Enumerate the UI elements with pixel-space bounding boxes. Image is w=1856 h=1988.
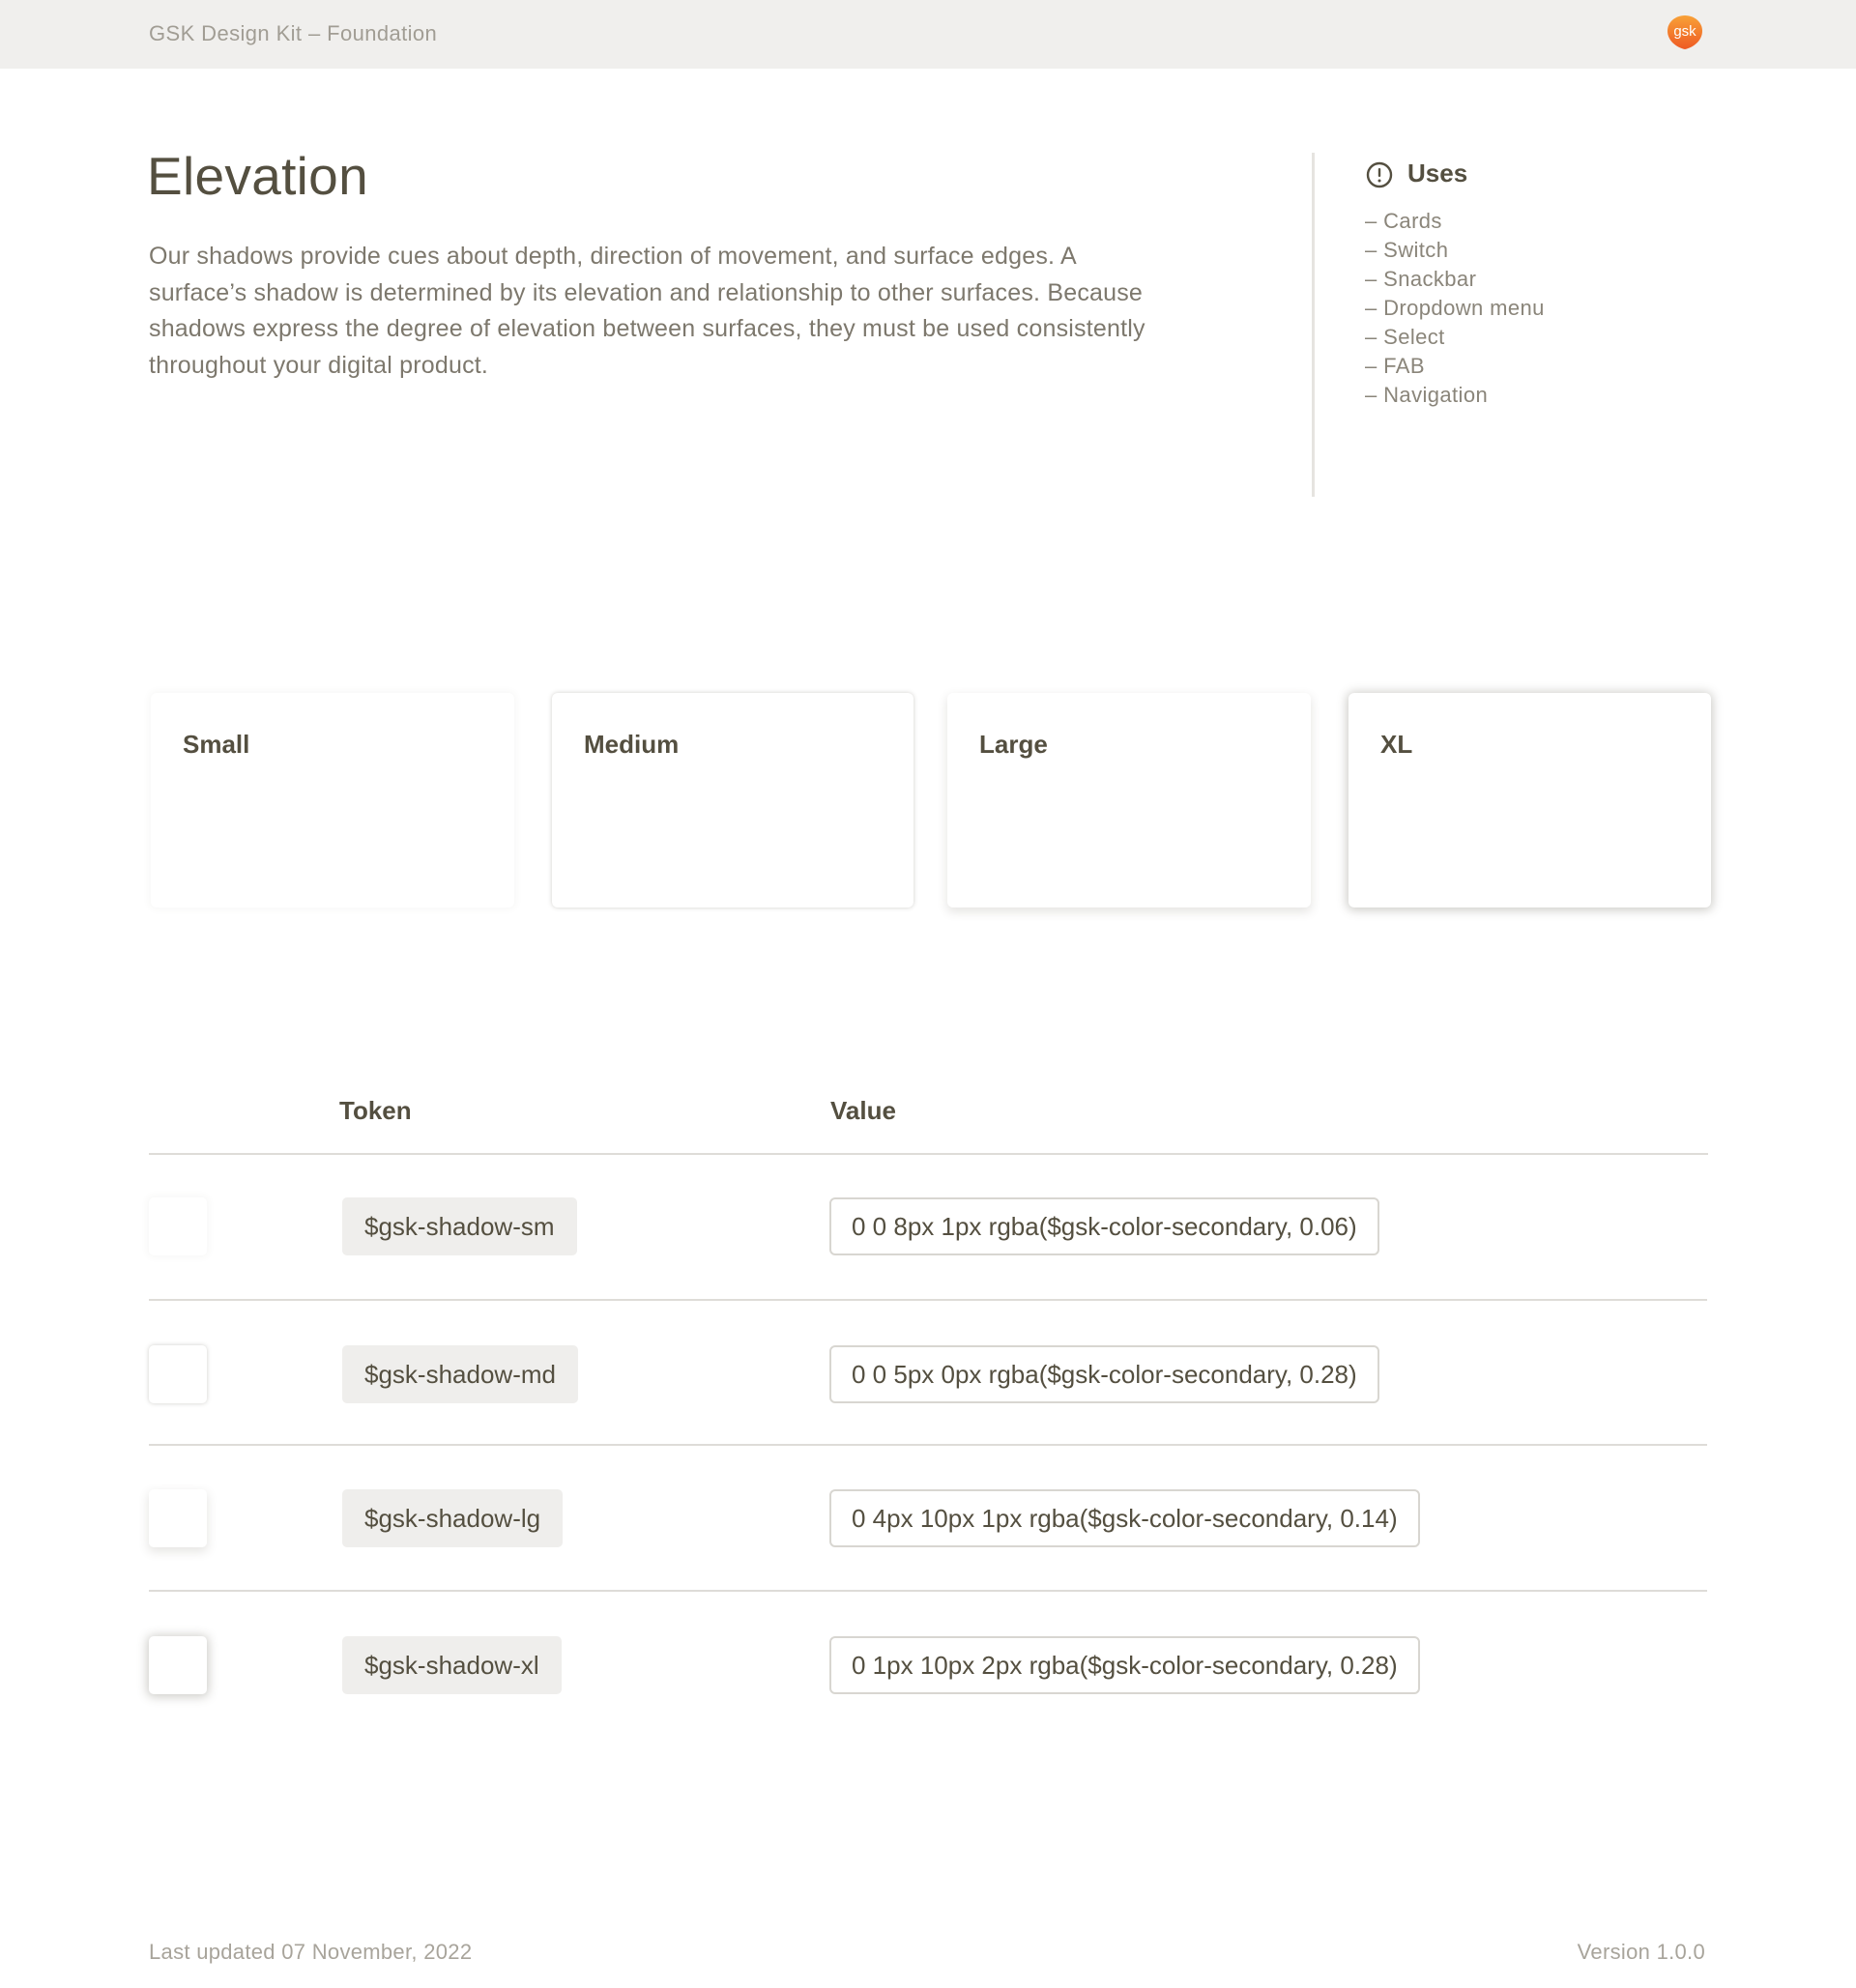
token-chip[interactable]: $gsk-shadow-xl (342, 1636, 562, 1694)
row-divider (149, 1444, 1707, 1446)
elevation-card-large (947, 693, 1311, 908)
uses-title: Uses (1407, 158, 1468, 187)
uses-item-dropdown-menu: – Dropdown menu (1365, 296, 1545, 320)
table-row (149, 1636, 1708, 1694)
table-row (149, 1345, 1708, 1403)
column-header-token: Token (339, 1096, 412, 1125)
column-header-value: Value (830, 1096, 896, 1125)
value-field[interactable]: 0 0 8px 1px rgba($gsk-color-secondary, 0.06) (829, 1197, 1379, 1255)
gsk-logo-icon (1665, 14, 1705, 50)
last-updated: Last updated 07 November, 2022 (149, 1940, 473, 1964)
value-field[interactable]: 0 0 5px 0px rgba($gsk-color-secondary, 0.28) (829, 1345, 1379, 1403)
uses-list (1365, 207, 1545, 410)
card-label: Medium (584, 730, 680, 759)
uses-header (1365, 157, 1467, 189)
value-field[interactable]: 0 4px 10px 1px rgba($gsk-color-secondary, 0.14) (829, 1489, 1420, 1547)
elevation-card-xl (1348, 693, 1711, 908)
row-divider (149, 1590, 1707, 1592)
top-bar (0, 0, 1856, 69)
uses-divider (1312, 153, 1315, 497)
card-label: Small (183, 730, 250, 759)
shadow-swatch-lg (149, 1489, 207, 1547)
info-circle-icon (1365, 160, 1394, 189)
elevation-card-small (151, 693, 514, 908)
page-title: Elevation (147, 146, 368, 206)
uses-item-switch: – Switch (1365, 238, 1449, 262)
table-row (149, 1197, 1708, 1255)
token-chip[interactable]: $gsk-shadow-sm (342, 1197, 577, 1255)
intro-description: Our shadows provide cues about depth, direction of movement, and surface edges. A surface’s shadow is determined by its elevation and relationship to other surfaces. Because shadows express the degree of elevation between surfaces, they must be used consistently throughout your digital product. (149, 243, 1146, 379)
version-label: Version 1.0.0 (1577, 1940, 1705, 1964)
shadow-swatch-xl (149, 1636, 207, 1694)
uses-item-navigation: – Navigation (1365, 383, 1489, 407)
table-header-divider (149, 1153, 1708, 1155)
kit-title: GSK Design Kit – Foundation (149, 21, 438, 45)
table-row (149, 1489, 1708, 1547)
elevation-card-medium (552, 693, 914, 908)
card-label: XL (1380, 730, 1413, 759)
row-divider (149, 1299, 1707, 1301)
shadow-swatch-sm (149, 1197, 207, 1255)
token-chip[interactable]: $gsk-shadow-md (342, 1345, 578, 1403)
logo-text: gsk (1673, 23, 1696, 40)
value-field[interactable]: 0 1px 10px 2px rgba($gsk-color-secondary, 0.28) (829, 1636, 1420, 1694)
uses-item-cards: – Cards (1365, 209, 1442, 233)
uses-item-snackbar: – Snackbar (1365, 267, 1477, 291)
uses-item-fab: – FAB (1365, 354, 1425, 378)
shadow-swatch-md (149, 1345, 207, 1403)
uses-item-select: – Select (1365, 325, 1445, 349)
card-label: Large (979, 730, 1048, 759)
token-chip[interactable]: $gsk-shadow-lg (342, 1489, 563, 1547)
